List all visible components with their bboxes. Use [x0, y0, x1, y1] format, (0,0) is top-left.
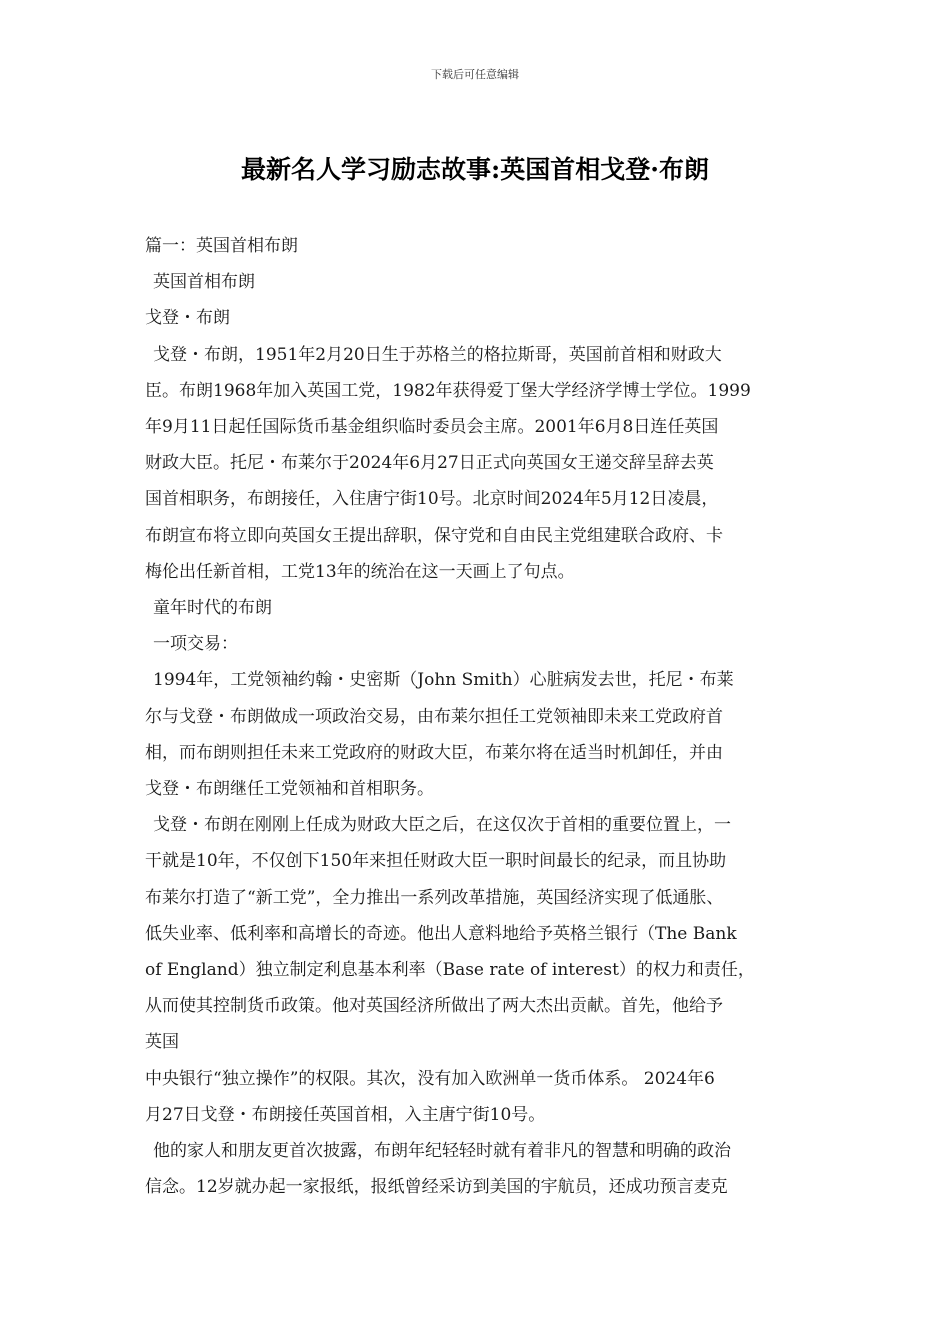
- body-line: 干就是10年，不仅创下150年来担任财政大臣一职时间最长的纪录，而且协助: [145, 851, 727, 872]
- document-body: [145, 228, 810, 1205]
- body-line: 戈登・布朗在刚刚上任成为财政大臣之后，在这仅次于首相的重要位置上，一: [153, 815, 731, 836]
- body-line: 戈登・布朗，1951年2月20日生于苏格兰的格拉斯哥，英国前首相和财政大: [153, 344, 722, 365]
- body-line: 英国首相布朗: [153, 272, 255, 293]
- header-note: 下载后可任意编辑: [431, 68, 519, 81]
- body-line: 英国: [145, 1032, 179, 1053]
- body-line: 相，而布朗则担任未来工党政府的财政大臣，布莱尔将在适当时机卸任，并由: [145, 742, 723, 763]
- body-line: 布朗宣布将立即向英国女王提出辞职，保守党和自由民主党组建联合政府、卡: [145, 525, 723, 546]
- body-line: of England）独立制定利息基本利率（Base rate of interest）的权力和责任，: [145, 960, 755, 981]
- body-line: 从而使其控制货币政策。他对英国经济所做出了两大杰出贡献。首先，他给予: [145, 996, 723, 1017]
- body-line: 月27日戈登・布朗接任英国首相，入主唐宁街10号。: [145, 1104, 546, 1125]
- body-line: 财政大臣。托尼・布莱尔于2024年6月27日正式向英国女王递交辞呈辞去英: [145, 453, 714, 474]
- body-line: 童年时代的布朗: [153, 598, 272, 619]
- body-line: 他的家人和朋友更首次披露，布朗年纪轻轻时就有着非凡的智慧和明确的政治: [153, 1141, 731, 1162]
- body-line: 中央银行“独立操作”的权限。其次，没有加入欧洲单一货币体系。 2024年6: [145, 1068, 715, 1089]
- body-line: 低失业率、低利率和高增长的奇迹。他出人意料地给予英格兰银行（The Bank: [145, 923, 737, 944]
- body-line: 一项交易：: [153, 634, 238, 655]
- body-line: 1994年，工党领袖约翰・史密斯（John Smith）心脏病发去世，托尼・布莱: [153, 670, 734, 691]
- body-line: 国首相职务，布朗接任，入住唐宁街10号。北京时间2024年5月12日凌晨，: [145, 489, 719, 510]
- body-line: 臣。布朗1968年加入英国工党，1982年获得爱丁堡大学经济学博士学位。1999: [145, 380, 751, 401]
- body-line: 信念。12岁就办起一家报纸，报纸曾经采访到美国的宇航员，还成功预言麦克: [145, 1177, 728, 1198]
- body-line: 戈登・布朗: [145, 308, 230, 329]
- body-line: 梅伦出任新首相，工党13年的统治在这一天画上了句点。: [145, 561, 575, 582]
- body-line: 年9月11日起任国际货币基金组织临时委员会主席。2001年6月8日连任英国: [145, 417, 719, 438]
- body-line: 戈登・布朗继任工党领袖和首相职务。: [145, 779, 434, 800]
- body-line: 篇一：英国首相布朗: [145, 236, 298, 256]
- document-title: 最新名人学习励志故事:英国首相戈登·布朗: [241, 155, 709, 184]
- body-line: 布莱尔打造了“新工党”，全力推出一系列改革措施，英国经济实现了低通胀、: [145, 887, 724, 908]
- body-line: 尔与戈登・布朗做成一项政治交易，由布莱尔担任工党领袖即未来工党政府首: [145, 706, 723, 727]
